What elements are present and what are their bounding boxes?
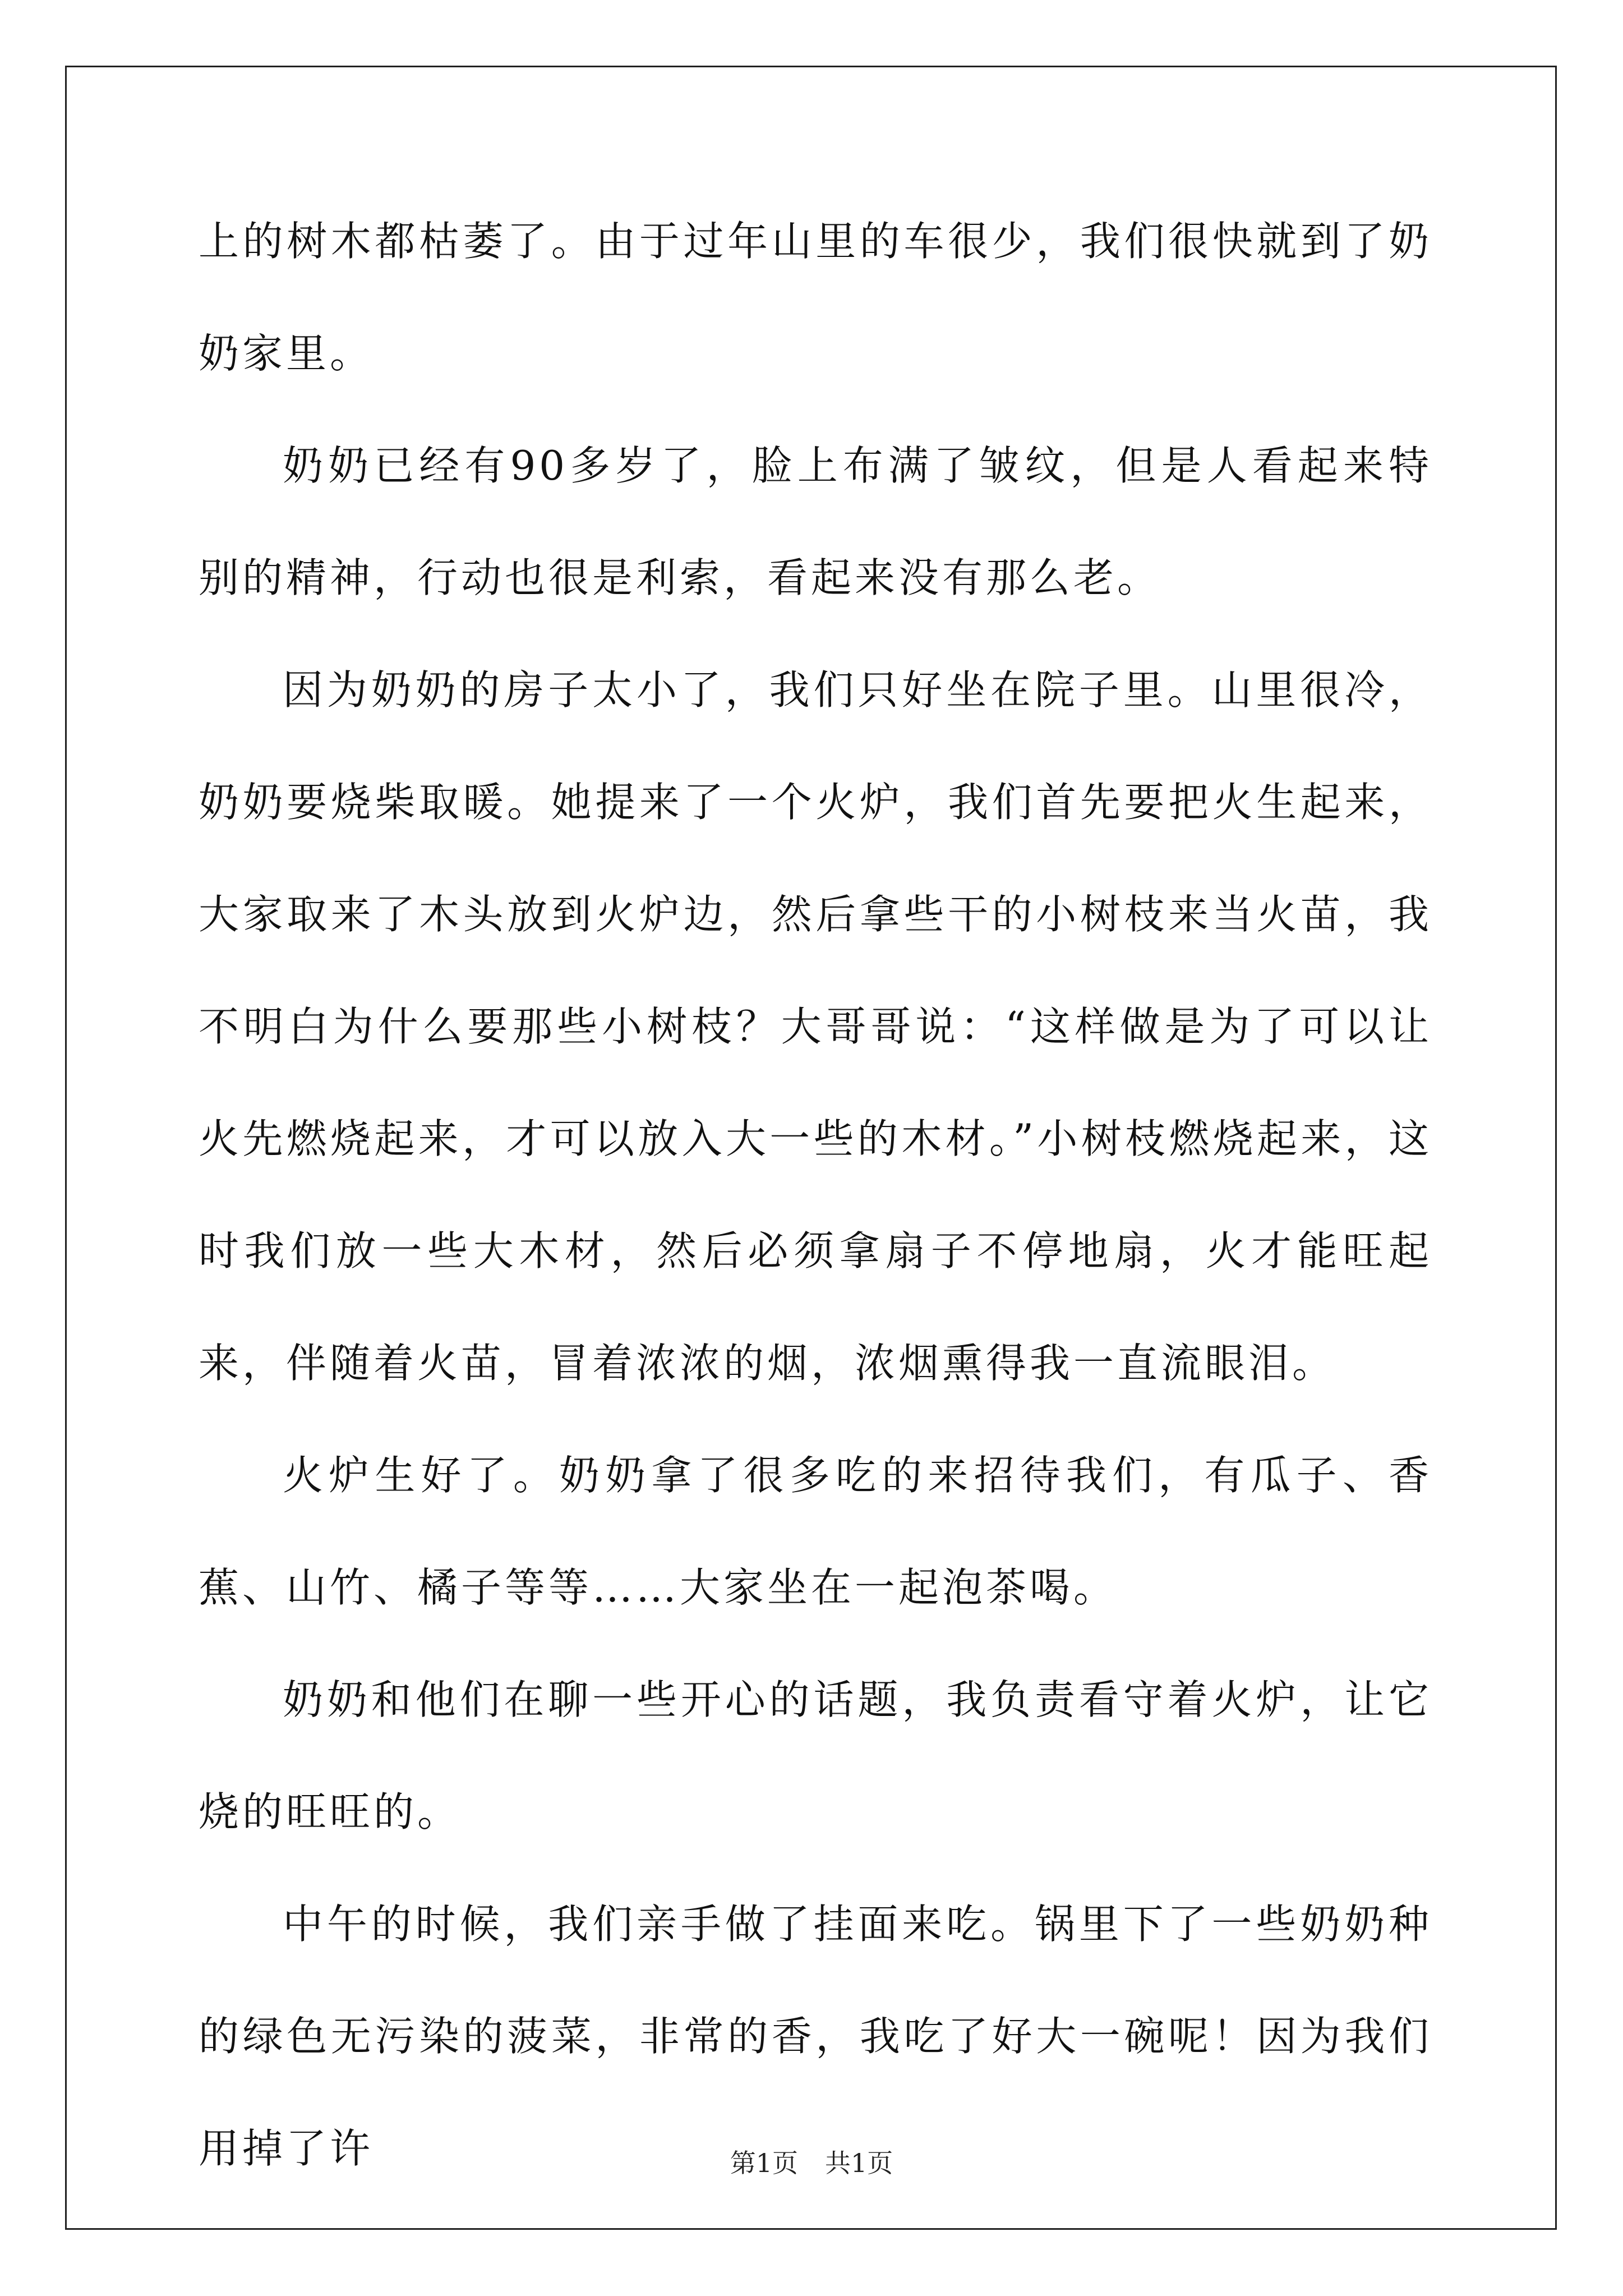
paragraph-chatting: 奶奶和他们在聊一些开心的话题，我负责看守着火炉，让它烧的旺旺的。: [199, 1676, 1432, 1835]
document-body: [199, 213, 1432, 2233]
page-total: 共1页: [825, 2148, 893, 2178]
paragraph-making-fire: 因为奶奶的房子太小了，我们只好坐在院子里。山里很冷，奶奶要烧柴取暖。她提来了一个火炉，我们首先要把火生起来，大家取来了木头放到火炉边，然后拿些干的小树枝来当火苗，我不明白为什么要那些小树枝？大哥哥说：“这样做是为了可以让火先燃烧起来，才可以放入大一些的木材。”小树枝燃烧起来，这时我们放一些大木材，然后必须拿扇子不停地扇，火才能旺起来，伴随着火苗，冒着浓浓的烟，浓烟熏得我一直流眼泪。: [199, 666, 1432, 1387]
paragraph-continuation: 上的树木都枯萎了。由于过年山里的车很少，我们很快就到了奶奶家里。: [199, 218, 1432, 377]
page-footer: [0, 2143, 1623, 2180]
paragraph-snacks: 火炉生好了。奶奶拿了很多吃的来招待我们，有瓜子、香蕉、山竹、橘子等等……大家坐在一起泡茶喝。: [199, 1452, 1432, 1611]
paragraph-lunch: 中午的时候，我们亲手做了挂面来吃。锅里下了一些奶奶种的绿色无污染的菠菜，非常的香，我吃了好大一碗呢！因为我们用掉了许: [199, 1901, 1432, 2172]
paragraph-grandma-age: 奶奶已经有90多岁了，脸上布满了皱纹，但是人看起来特别的精神，行动也很是利索，看起来没有那么老。: [199, 442, 1432, 601]
page-number: 第1页: [730, 2148, 798, 2178]
